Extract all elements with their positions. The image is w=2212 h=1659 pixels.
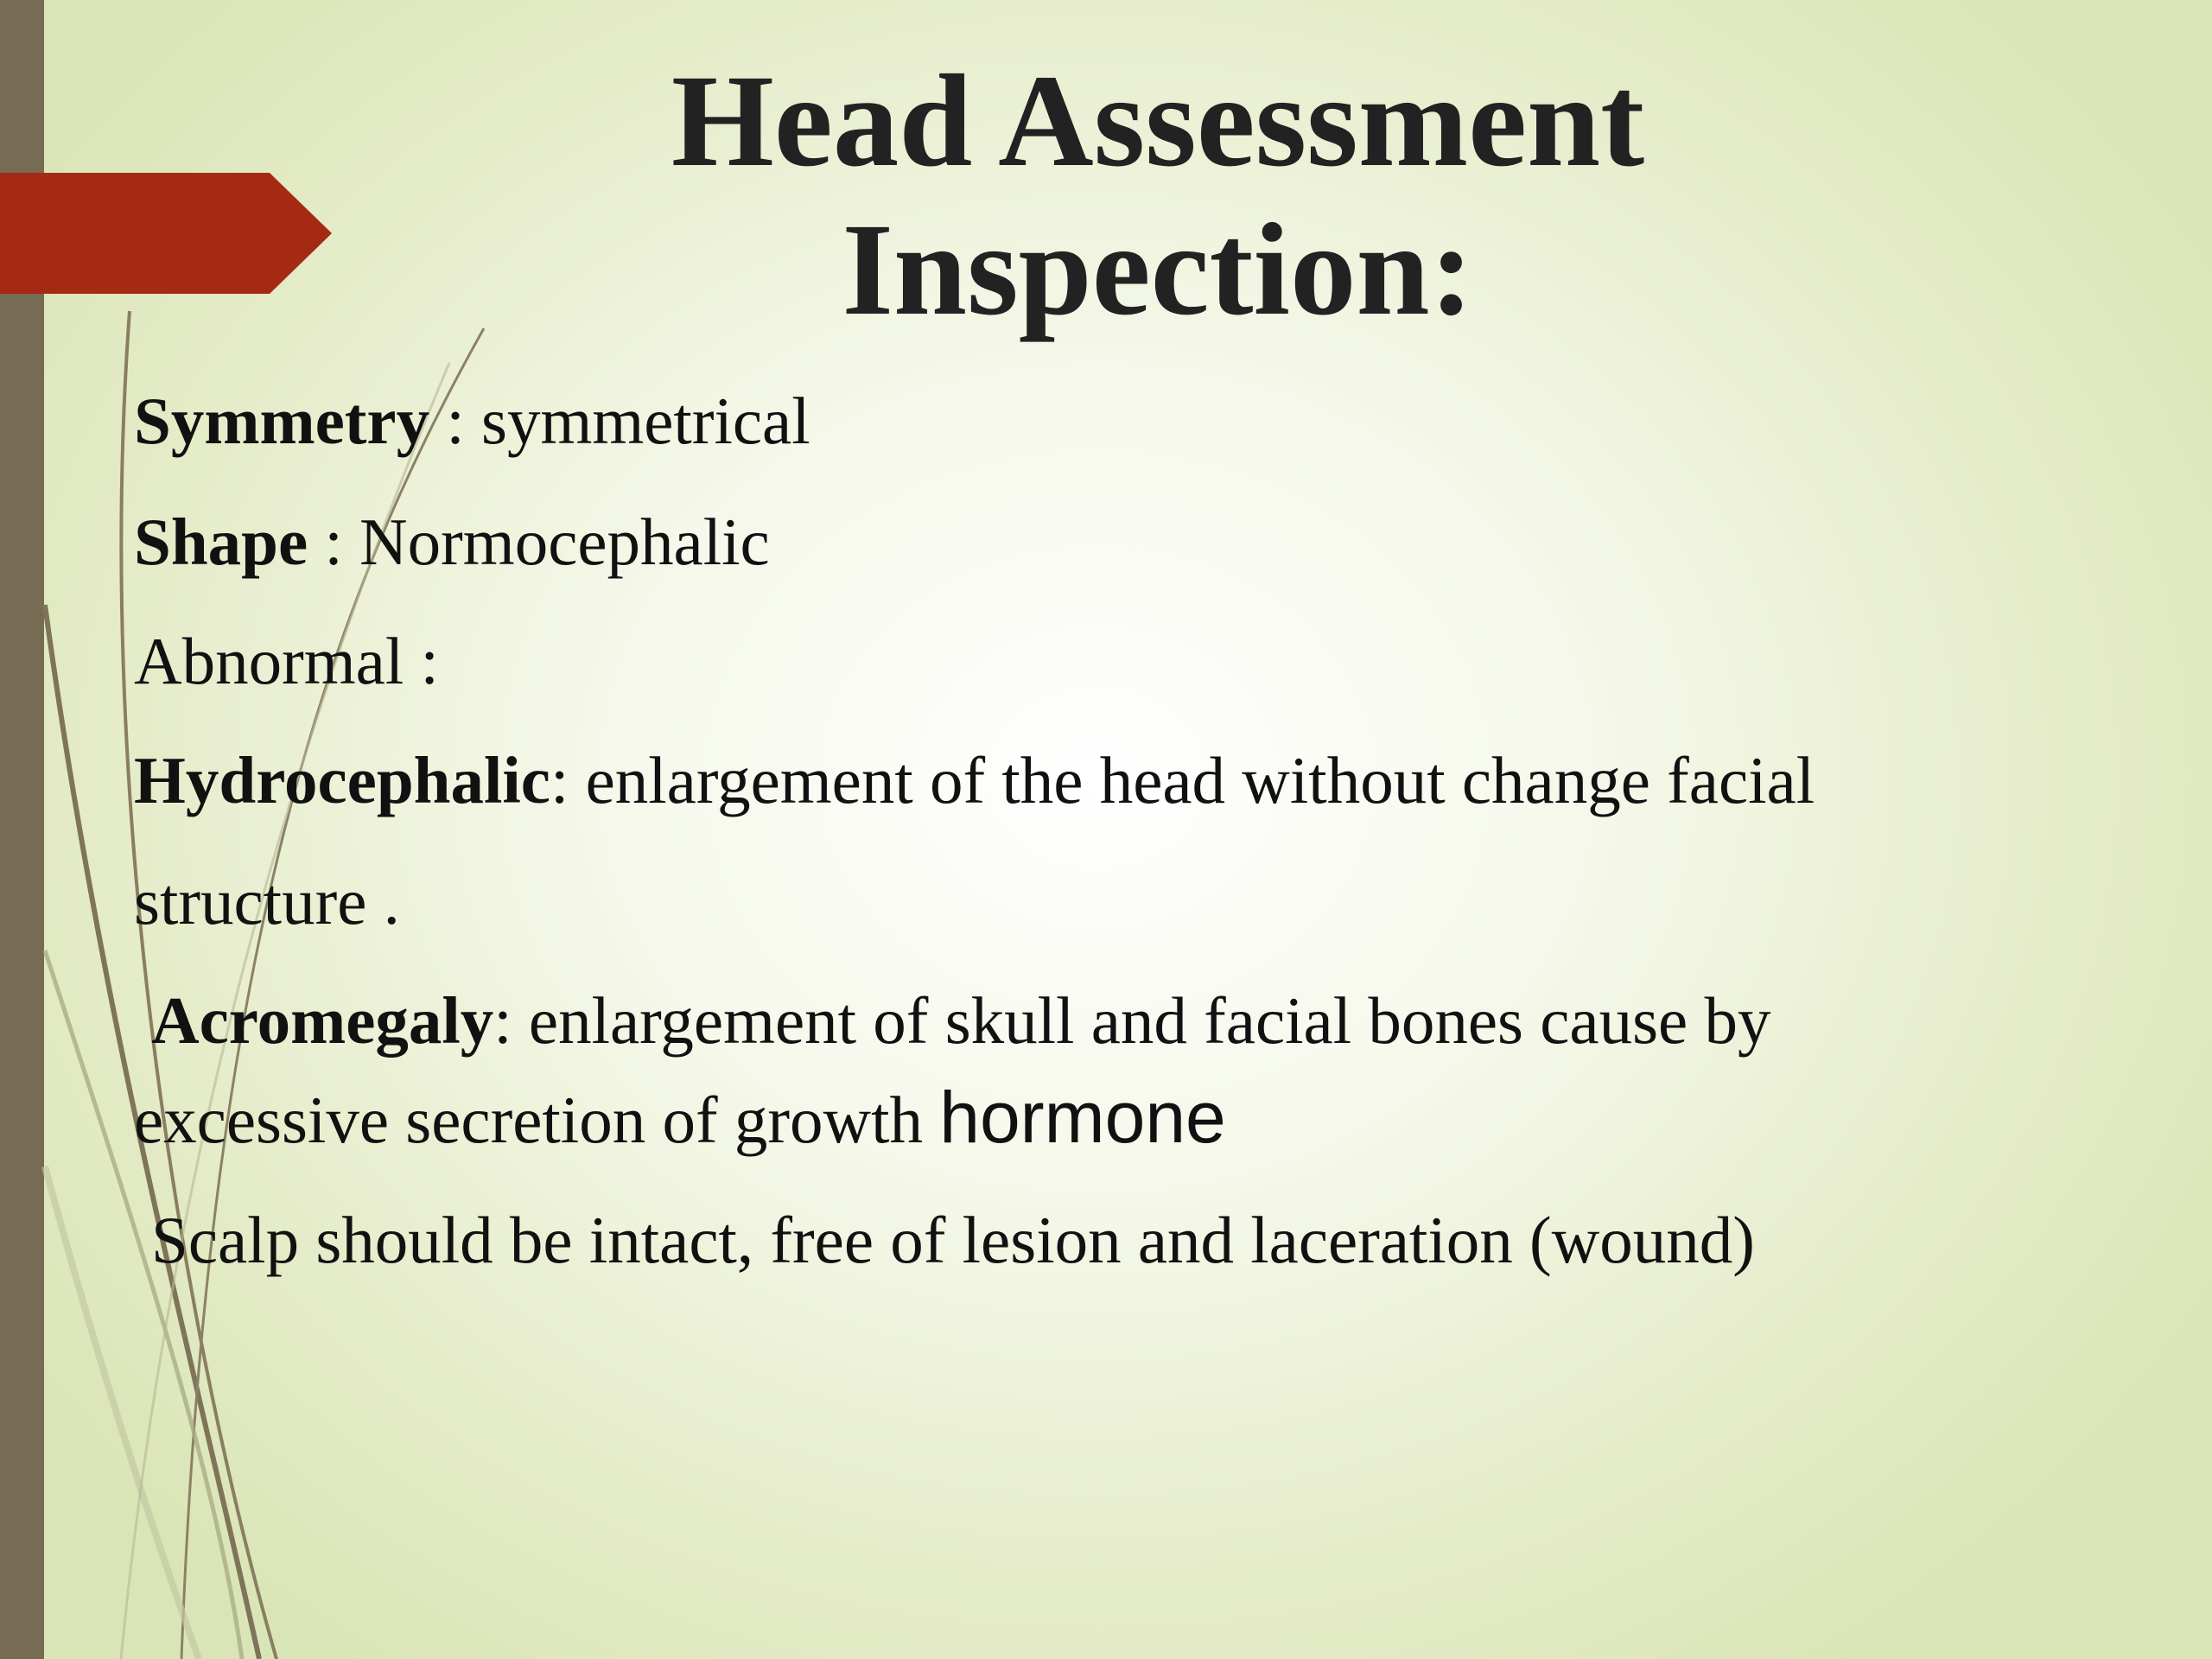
title-arrow-shape: [0, 173, 332, 294]
scalp-line: [151, 1201, 1755, 1279]
acromegaly-continuation-line: [134, 1078, 1226, 1159]
slide-title: [484, 48, 1832, 345]
title-line-2: Inspection:: [842, 197, 1474, 343]
symmetry-line: [134, 382, 810, 460]
acromegaly-term: Acromegaly: [151, 983, 494, 1058]
abnormal-line: [134, 622, 439, 700]
hydrocephalic-line: [134, 741, 1815, 819]
hydrocephalic-continuation: structure .: [134, 864, 400, 938]
scalp-text: Scalp should be intact, free of lesion and laceration (wound): [151, 1203, 1755, 1277]
title-line-1: Head Assessment: [671, 48, 1645, 194]
acromegaly-last-word: hormone: [939, 1077, 1226, 1158]
symmetry-term: Symmetry: [134, 384, 430, 458]
shape-term: Shape: [134, 505, 308, 579]
acromegaly-line: [151, 982, 1770, 1059]
shape-text: : Normocephalic: [308, 505, 770, 579]
shape-line: [134, 503, 770, 581]
hydrocephalic-continuation-line: [134, 862, 400, 940]
acromegaly-continuation: excessive secretion of growth: [134, 1083, 940, 1157]
hydrocephalic-text: : enlargement of the head without change facial: [550, 743, 1815, 817]
abnormal-text: Abnormal :: [134, 624, 439, 698]
hydrocephalic-term: Hydrocephalic: [134, 743, 550, 817]
symmetry-text: : symmetrical: [429, 384, 810, 458]
acromegaly-text: : enlargement of skull and facial bones cause by: [493, 983, 1771, 1058]
